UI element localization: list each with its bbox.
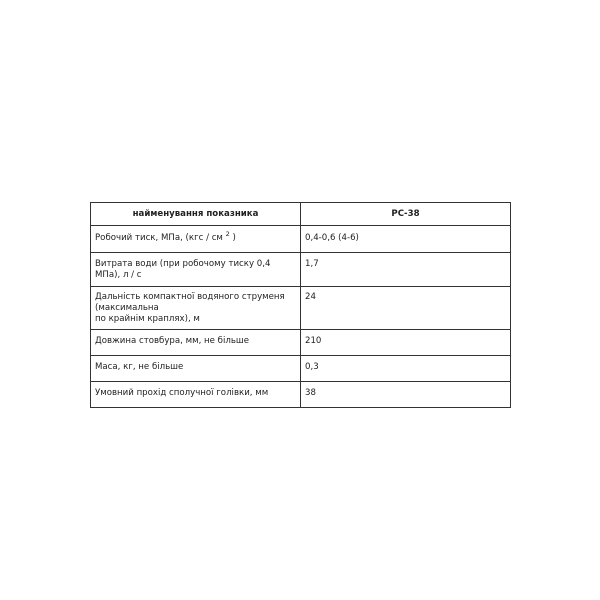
value-working-pressure: 0,4-0,6 (4-6): [301, 226, 511, 253]
parameter-water-flow: Витрата води (при робочому тиску 0,4 МПа), л / с: [91, 253, 301, 287]
value-barrel-length: 210: [301, 330, 511, 356]
table-row: [91, 253, 511, 287]
parameter-working-pressure: [91, 226, 301, 253]
specifications-table: [90, 202, 511, 408]
value-water-flow: 1,7: [301, 253, 511, 287]
value-jet-range: 24: [301, 287, 511, 330]
table-row: [91, 330, 511, 356]
parameter-line: (максимальна: [95, 303, 159, 313]
parameter-label-end: ): [229, 233, 236, 243]
table-row: [91, 287, 511, 330]
value-mass: 0,3: [301, 356, 511, 382]
parameter-barrel-length: Довжина стовбура, мм, не більше: [91, 330, 301, 356]
parameter-jet-range: [91, 287, 301, 330]
value-coupling-passage: 38: [301, 382, 511, 408]
parameter-line: по крайнім краплях), м: [95, 314, 200, 324]
table-row: [91, 382, 511, 408]
parameter-coupling-passage: Умовний прохід сполучної голівки, мм: [91, 382, 301, 408]
parameter-label: Робочий тиск, МПа, (кгс / см: [95, 233, 226, 243]
table-header-row: [91, 203, 511, 226]
table-row: [91, 356, 511, 382]
header-model: РС-38: [301, 203, 511, 226]
table-row: [91, 226, 511, 253]
superscript: 2: [225, 230, 230, 239]
parameter-mass: Маса, кг, не більше: [91, 356, 301, 382]
header-parameter-name: найменування показника: [91, 203, 301, 226]
parameter-line: Дальність компактної водяного струменя: [95, 292, 285, 302]
